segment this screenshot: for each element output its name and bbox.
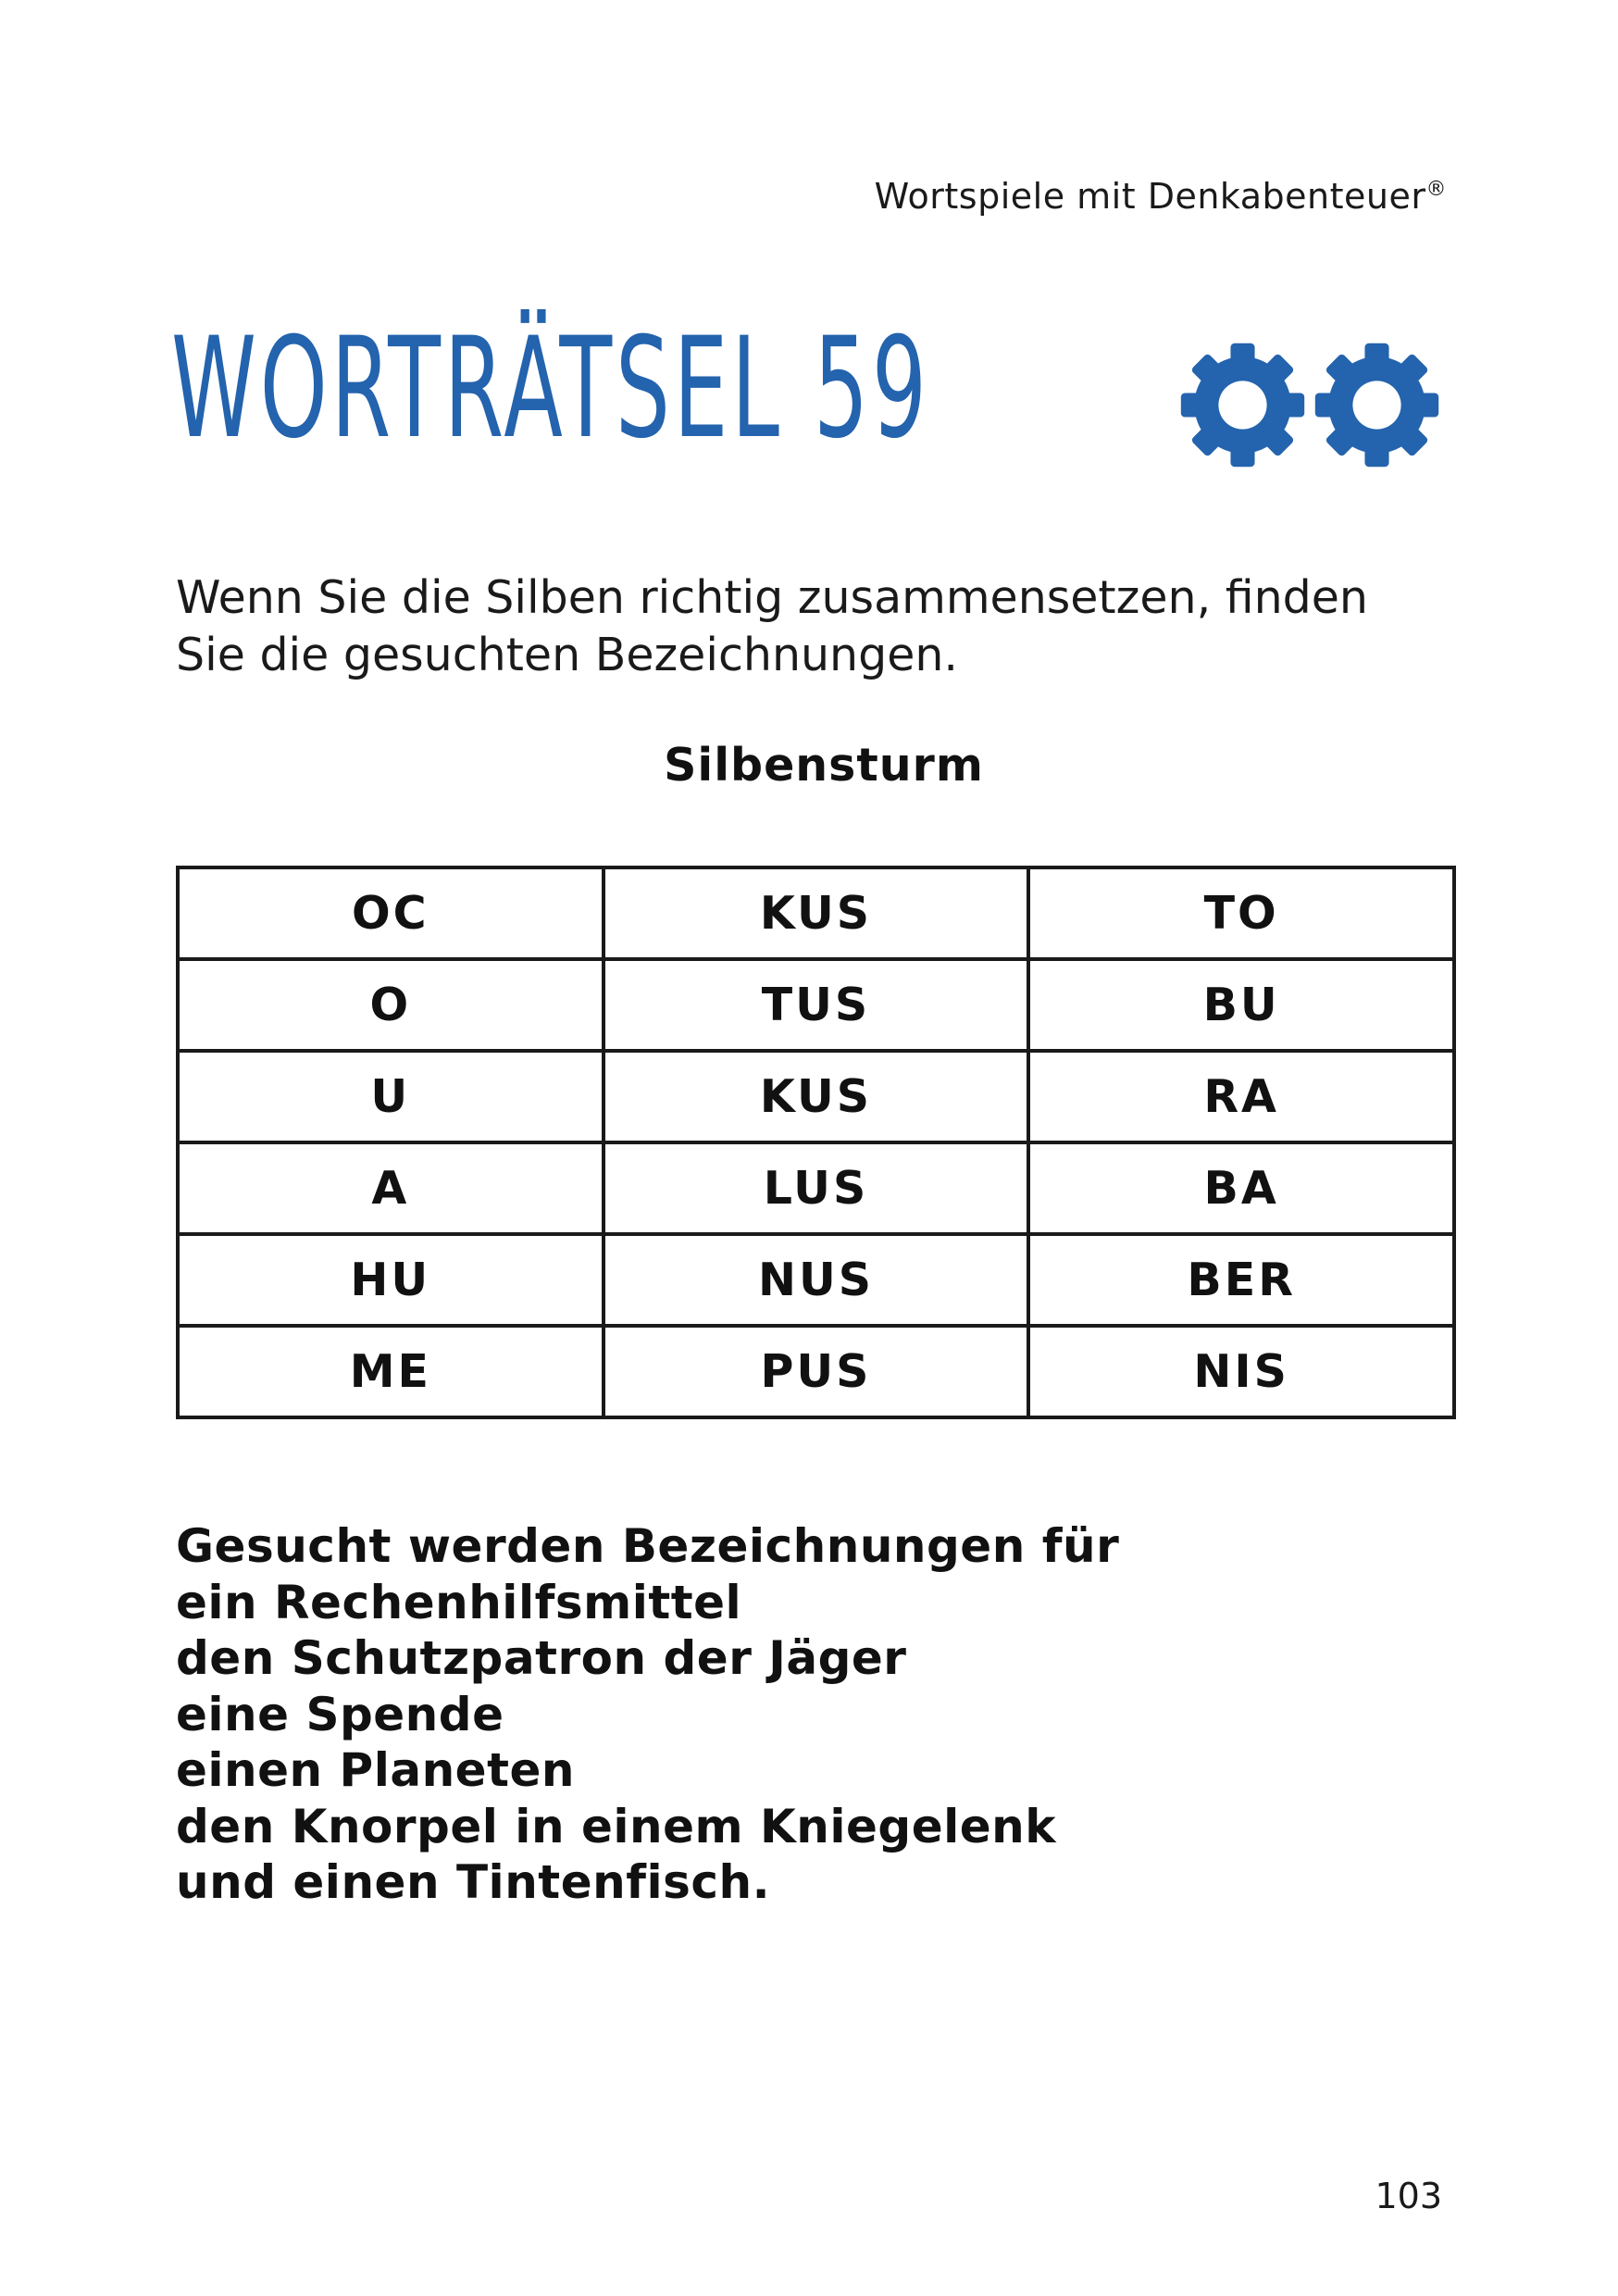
syllable-cell: BA bbox=[1028, 1142, 1454, 1234]
syllable-cell: KUS bbox=[604, 1051, 1029, 1142]
syllable-cell: TUS bbox=[604, 959, 1029, 1051]
syllable-cell: NUS bbox=[604, 1234, 1029, 1326]
clue-line: einen Planeten bbox=[176, 1743, 575, 1797]
syllable-cell: BU bbox=[1028, 959, 1454, 1051]
table-row bbox=[178, 1234, 1454, 1326]
syllable-cell: KUS bbox=[604, 867, 1029, 959]
syllable-cell: BER bbox=[1028, 1234, 1454, 1326]
syllable-cell: ME bbox=[178, 1326, 604, 1417]
page-number: 103 bbox=[1375, 2176, 1442, 2216]
instructions-line: Sie die gesuchten Bezeichnungen. bbox=[176, 629, 958, 681]
syllable-cell: RA bbox=[1028, 1051, 1454, 1142]
trademark-symbol: ® bbox=[1425, 178, 1447, 201]
table-row bbox=[178, 959, 1454, 1051]
instructions-line: Wenn Sie die Silben richtig zusammensetzen, finden bbox=[176, 571, 1368, 624]
table-row bbox=[178, 1051, 1454, 1142]
table-row bbox=[178, 1142, 1454, 1234]
table-row bbox=[178, 867, 1454, 959]
gear-icon bbox=[1310, 338, 1444, 472]
syllable-cell: LUS bbox=[604, 1142, 1029, 1234]
syllable-cell: U bbox=[178, 1051, 604, 1142]
difficulty-rating bbox=[1176, 338, 1444, 472]
syllable-cell: PUS bbox=[604, 1326, 1029, 1417]
syllable-cell: A bbox=[178, 1142, 604, 1234]
clue-line: Gesucht werden Bezeichnungen für bbox=[176, 1519, 1120, 1573]
gear-icon bbox=[1176, 338, 1310, 472]
instructions bbox=[176, 569, 1472, 684]
series-title: Wortspiele mit Denkabenteuer bbox=[874, 176, 1426, 217]
clue-list bbox=[176, 1518, 1119, 1911]
syllable-cell: NIS bbox=[1028, 1326, 1454, 1417]
clue-line: den Schutzpatron der Jäger bbox=[176, 1631, 907, 1685]
section-heading: Silbensturm bbox=[664, 739, 984, 792]
syllable-cell: HU bbox=[178, 1234, 604, 1326]
clue-line: eine Spende bbox=[176, 1687, 504, 1741]
clue-line: ein Rechenhilfsmittel bbox=[176, 1575, 742, 1629]
syllable-cell: OC bbox=[178, 867, 604, 959]
table-row bbox=[178, 1326, 1454, 1417]
puzzle-title: WORTRÄTSEL 59 bbox=[171, 308, 930, 469]
syllable-cell: O bbox=[178, 959, 604, 1051]
clue-line: und einen Tintenfisch. bbox=[176, 1855, 771, 1909]
clue-line: den Knorpel in einem Kniegelenk bbox=[176, 1799, 1056, 1853]
syllable-cell: TO bbox=[1028, 867, 1454, 959]
series-header bbox=[875, 176, 1447, 217]
syllable-table bbox=[176, 866, 1456, 1419]
